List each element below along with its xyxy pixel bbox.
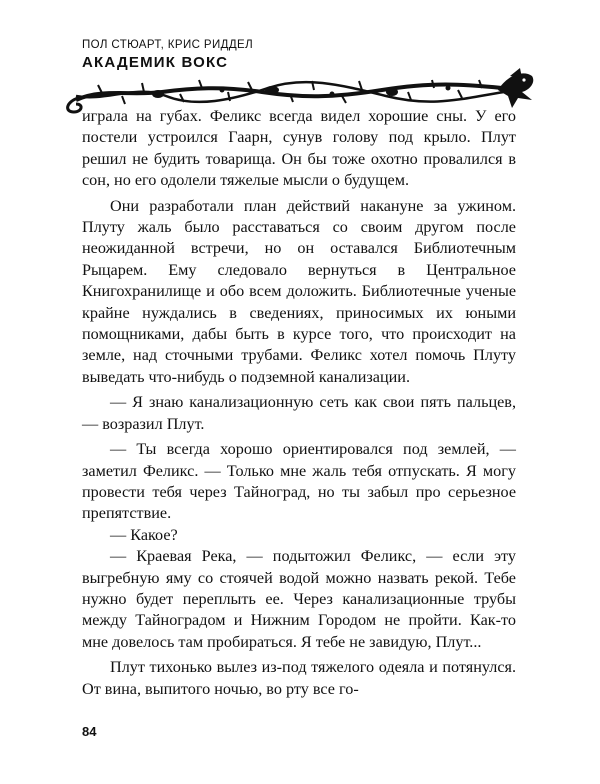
page-number: 84 [82, 724, 97, 739]
paragraph: играла на губах. Феликс всегда видел хорошие сны. У его постели устроился Гаарн, сунув голову под крыло. Плут решил не будить товарища. Он бы тоже охотно провалился в сон, но его одолели тяжелые мысли о будущем. [82, 107, 516, 190]
paragraph: Они разработали план действий накануне за ужином. Плуту жаль было расставаться со своим другом после неожиданной встречи, но он оставался Библиотечным Рыцарем. Ему следовало вернуться в Центральное Книгохранилище и обо всем доложить. Библиотечные ученые крайне нуждались в сведениях, приносимых их юными помощниками, дабы быть в курсе того, что происходит на земле, над сточными трубами. Феликс хотел помочь Плуту выведать что-нибудь о подземной канализации. [82, 196, 516, 386]
paragraph: Плут тихонько вылез из-под тяжелого одеяла и потянулся. От вина, выпитого ночью, во рту все го- [82, 658, 516, 698]
body-text [82, 106, 516, 700]
paragraph: — Я знаю канализационную сеть как свои пять пальцев, — возразил Плут. [82, 393, 516, 433]
paragraph: — Какое? [110, 525, 178, 544]
book-title: АКАДЕМИК ВОКС [82, 54, 229, 71]
authors-line: ПОЛ СТЮАРТ, КРИС РИДДЕЛ [82, 39, 254, 51]
paragraph: — Ты всегда хорошо ориентировался под землей, — заметил Феликс. — Только мне жаль тебя отпускать. Я могу провести тебя через Тайноград, но ты забыл про серьезное препятствие. [82, 440, 516, 523]
paragraph: — Краевая Река, — подытожил Феликс, — если эту выгребную яму со стоячей водой можно назвать рекой. Тебе нужно будет переплыть ее. Через канализационные трубы между Тайноградом и Нижним Городом не пройти. Как-то мне довелось там пробираться. Я тебе не завидую, Плут... [82, 547, 516, 651]
